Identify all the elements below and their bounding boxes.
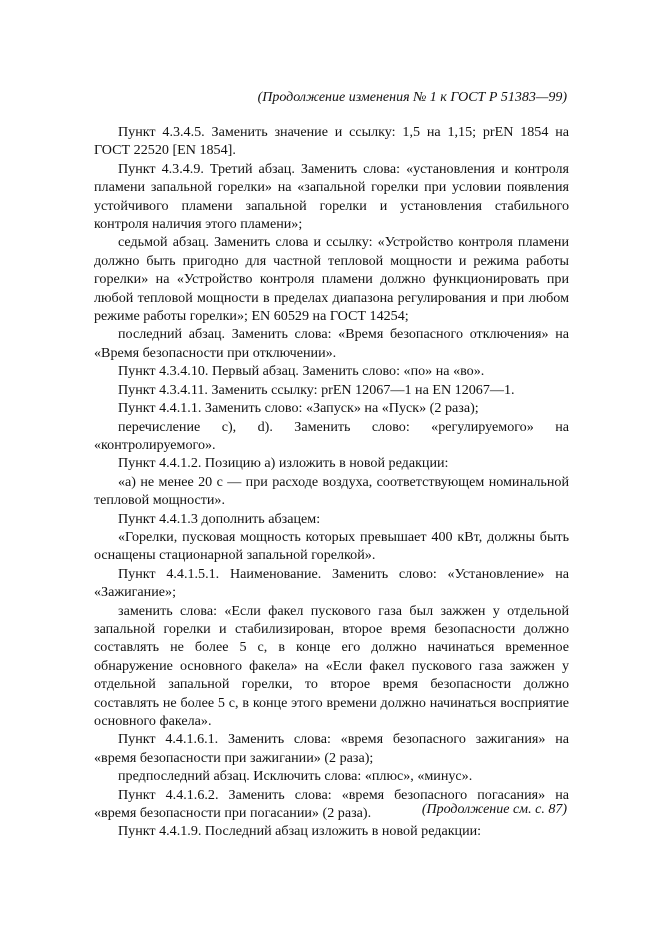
paragraph: Пункт 4.3.4.9. Третий абзац. Заменить слова: «установления и контроля пламени запальной горелки» на «запальной горелки при условии появления устойчивого пламени запальной горелки и установления стабильного контроля наличия этого пламени»; <box>94 160 569 233</box>
paragraph: Пункт 4.4.1.9. Последний абзац изложить в новой редакции: <box>118 823 482 840</box>
paragraph: последний абзац. Заменить слова: «Время безопасного отключения» на «Время безопасности при отключении». <box>94 326 569 361</box>
continuation-header: (Продолжение изменения № 1 к ГОСТ Р 51383—99) <box>257 90 567 105</box>
paragraph: перечисление с), d). Заменить слово: «регулируемого» на «контролируемого». <box>94 418 569 453</box>
paragraph: Пункт 4.3.4.11. Заменить ссылку: prEN 12067—1 на EN 12067—1. <box>118 381 515 398</box>
paragraph: Пункт 4.4.1.3 дополнить абзацем: <box>118 510 321 527</box>
amendment-body <box>94 123 569 841</box>
paragraph: Пункт 4.4.1.2. Позицию а) изложить в новой редакции: <box>118 455 449 472</box>
paragraph: седьмой абзац. Заменить слова и ссылку: «Устройство контроля пламени должно быть пригодно для частной тепловой мощности и режима работы горелки» на «Устройство контроля пламени должно функционировать при любой тепловой мощности в пределах диапазона регулирования и при любом режиме работы горелки»; EN 60529 на ГОСТ 14254; <box>94 234 569 325</box>
paragraph: Пункт 4.4.1.5.1. Наименование. Заменить слово: «Установление» на «Зажигание»; <box>94 565 569 601</box>
paragraph: Пункт 4.3.4.10. Первый абзац. Заменить слово: «по» на «во». <box>118 363 485 380</box>
paragraph: предпоследний абзац. Исключить слова: «плюс», «минус». <box>118 768 473 785</box>
paragraph: Пункт 4.4.1.1. Заменить слово: «Запуск» на «Пуск» (2 раза); <box>118 400 479 417</box>
paragraph: Пункт 4.4.1.6.2. Заменить слова: «время безопасного погасания» на «время безопасности при погасании» (2 раза). <box>94 786 569 822</box>
paragraph: заменить слова: «Если факел пускового газа был зажжен у отдельной запальной горелки и стабилизирован, второе время безопасности должно составлять не более 5 с, в конце его должно начинаться временное обнаружение основного факела» на «Если факел пускового газа зажжен у отдельной запальной горелки, то второе время безопасности должно составлять не более 5 с, в конце этого времени должно начинаться восприятие основного факела». <box>94 602 569 729</box>
paragraph: Пункт 4.4.1.6.1. Заменить слова: «время безопасного зажигания» на «время безопасности при зажигании» (2 раза); <box>94 731 569 766</box>
paragraph: Пункт 4.3.4.5. Заменить значение и ссылку: 1,5 на 1,15; prEN 1854 на ГОСТ 22520 [EN 1854]. <box>94 124 569 159</box>
paragraph: «а) не менее 20 с — при расходе воздуха, соответствующем номинальной тепловой мощности». <box>94 473 569 509</box>
paragraph: «Горелки, пусковая мощность которых превышает 400 кВт, должны быть оснащены стационарной запальной горелкой». <box>94 528 569 564</box>
continuation-footer: (Продолжение см. с. 87) <box>421 802 567 817</box>
